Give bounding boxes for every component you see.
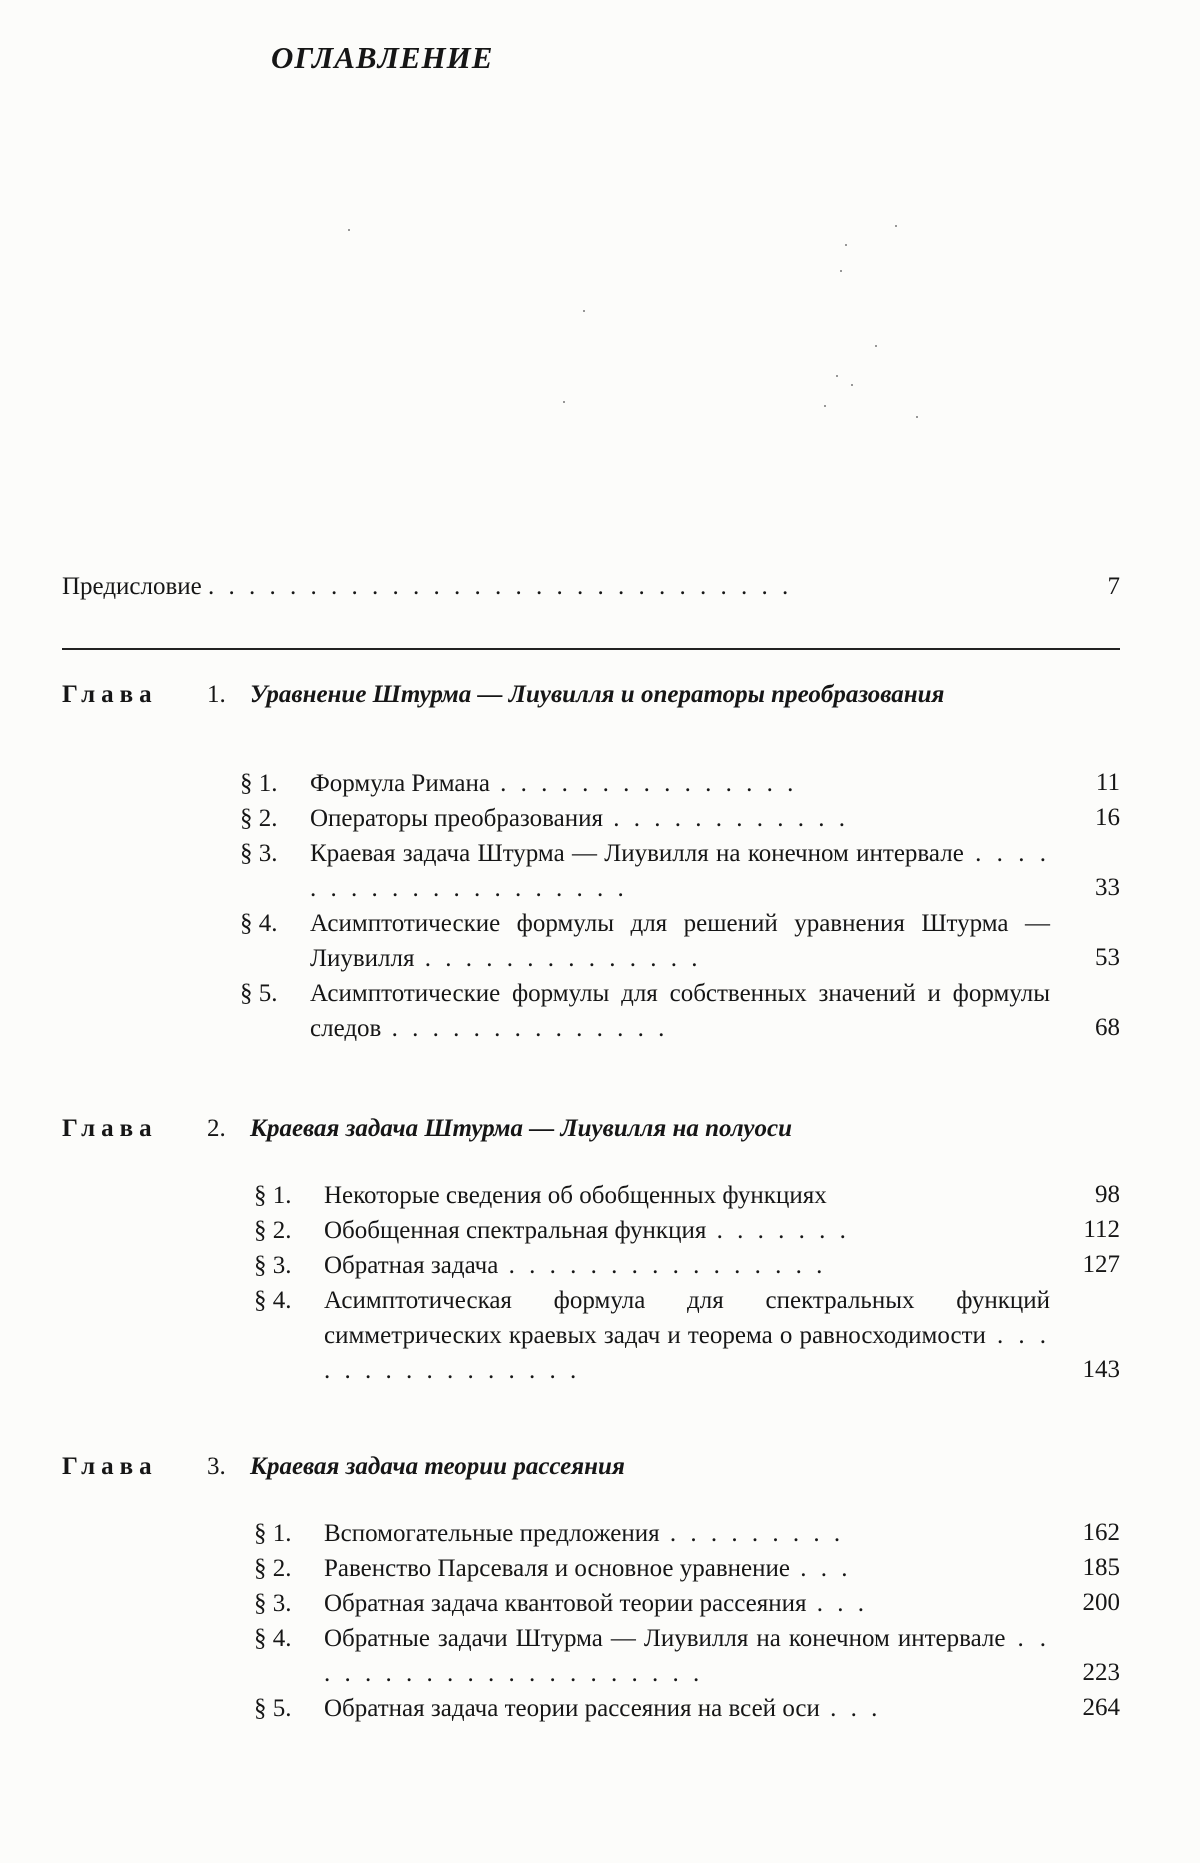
page-number: 53 <box>1095 944 1120 971</box>
section-mark: § 3. <box>254 1252 292 1279</box>
leader-dots: . . . . . . . . . . . . . . <box>381 1015 669 1042</box>
section-mark: § 5. <box>254 1695 292 1722</box>
section-mark: § 1. <box>254 1182 292 1209</box>
leader-dots: . . . <box>806 1590 869 1617</box>
page-number: 7 <box>1107 573 1120 600</box>
page-title: ОГЛАВЛЕНИЕ <box>271 40 494 75</box>
leader-dots: . . . . . . . . . . . . . . . . <box>498 1252 827 1279</box>
chapter-number: 1. <box>207 681 226 708</box>
page-number: 264 <box>1082 1694 1120 1721</box>
page-number: 112 <box>1083 1216 1120 1243</box>
page-number: 200 <box>1082 1589 1120 1616</box>
section-title[interactable]: Асимптотическая формула для спектральных функций симметрических краевых задач и теорема о равносходимости . . . . . . . . . . . . . . . . <box>324 1287 1051 1384</box>
chapter-title[interactable]: Краевая задача теории рассеяния <box>250 1453 625 1480</box>
page-number: 68 <box>1095 1014 1120 1041</box>
leader-dots: . . . <box>819 1695 882 1722</box>
section-title[interactable]: Краевая задача Штурма — Лиувилля на конечном интервале . . . . . . . . . . . . . . . . . . . . <box>310 840 1051 902</box>
chapter-number: 3. <box>207 1453 226 1480</box>
section-mark: § 1. <box>240 770 278 797</box>
chapter-number: 2. <box>207 1115 226 1142</box>
page-number: 185 <box>1082 1554 1120 1581</box>
page-number: 127 <box>1082 1251 1120 1278</box>
section-mark: § 4. <box>240 910 278 937</box>
section-title[interactable]: Обратная задача . . . . . . . . . . . . . . . . <box>324 1252 827 1279</box>
section-mark: § 4. <box>254 1625 292 1652</box>
section-title[interactable]: Обратная задача квантовой теории рассеяния . . . <box>324 1590 869 1617</box>
leader-dots: . . . . . . . . . . . . . . . . . . . . . <box>324 1625 1051 1687</box>
section-title[interactable]: Формула Римана . . . . . . . . . . . . . . . <box>310 770 798 797</box>
section-mark: § 5. <box>240 980 278 1007</box>
section-mark: § 2. <box>254 1555 292 1582</box>
leader-dots: . . . . . . . . . . . . . . . . . . . . . . . . . . . . . <box>208 573 793 600</box>
page-number: 11 <box>1095 769 1120 796</box>
section-title[interactable]: Равенство Парсеваля и основное уравнение . . . <box>324 1555 852 1582</box>
leader-dots: . . . . . . . <box>706 1217 850 1244</box>
page-number: 33 <box>1095 874 1120 901</box>
section-mark: § 2. <box>254 1217 292 1244</box>
leader-dots: . . . . . . . . . . . . . . . . <box>324 1322 1051 1384</box>
preface-label: Предисловие <box>62 573 202 600</box>
section-mark: § 3. <box>240 840 278 867</box>
section-mark: § 3. <box>254 1590 292 1617</box>
page-number: 16 <box>1095 804 1120 831</box>
section-title[interactable]: Операторы преобразования . . . . . . . . . . . . <box>310 805 849 832</box>
chapter-title[interactable]: Краевая задача Штурма — Лиувилля на полуоси <box>250 1115 793 1142</box>
section-title[interactable]: Обратная задача теории рассеяния на всей оси . . . <box>324 1695 882 1722</box>
section-mark: § 1. <box>254 1520 292 1547</box>
section-mark: § 4. <box>254 1287 292 1314</box>
chapter-label: Глава <box>62 1115 158 1142</box>
leader-dots: . . . . . . . . . <box>659 1520 845 1547</box>
leader-dots: . . . . . . . . . . . . . . . . . . . . <box>310 840 1051 902</box>
section-title[interactable]: Вспомогательные предложения . . . . . . . . . <box>324 1520 845 1547</box>
leader-dots: . . . . . . . . . . . . <box>602 805 849 832</box>
section-title[interactable]: Обратные задачи Штурма — Лиувилля на конечном интервале . . . . . . . . . . . . . . . . . . . . . <box>324 1625 1051 1687</box>
chapter-label: Глава <box>62 681 158 708</box>
page-number: 98 <box>1095 1181 1120 1208</box>
section-mark: § 2. <box>240 805 278 832</box>
chapter-title[interactable]: Уравнение Штурма — Лиувилля и операторы преобразования <box>250 681 945 708</box>
section-title[interactable]: Асимптотические формулы для собственных значений и формулы следов . . . . . . . . . . . . . . <box>310 980 1050 1042</box>
preface-row[interactable] <box>62 570 792 604</box>
section-title[interactable]: Некоторые сведения об обобщенных функциях <box>324 1182 827 1209</box>
page-number: 143 <box>1082 1356 1120 1383</box>
leader-dots: . . . <box>790 1555 852 1582</box>
section-title[interactable]: Асимптотические формулы для решений уравнения Штурма — Лиувилля . . . . . . . . . . . . . . <box>310 910 1050 972</box>
chapter-label: Глава <box>62 1453 158 1480</box>
page-number: 162 <box>1082 1519 1120 1546</box>
divider-rule <box>62 648 1120 650</box>
page-number: 223 <box>1082 1659 1120 1686</box>
leader-dots: . . . . . . . . . . . . . . . <box>489 770 798 797</box>
section-title[interactable]: Обобщенная спектральная функция . . . . . . . <box>324 1217 850 1244</box>
leader-dots: . . . . . . . . . . . . . . <box>414 945 702 972</box>
